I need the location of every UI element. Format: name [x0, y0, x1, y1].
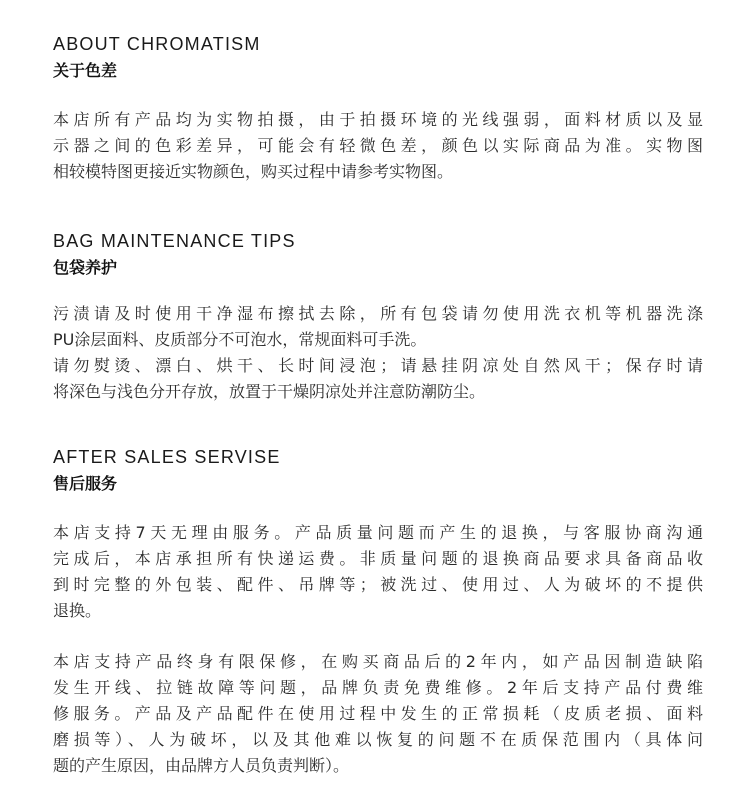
paragraph-line: 题的产生原因，由品牌方人员负责判断）。	[53, 756, 350, 775]
paragraph-line: 将深色与浅色分开存放，放置于干燥阴凉处并注意防潮防尘。	[53, 382, 486, 401]
section-title-en: BAG MAINTENANCE TIPS	[53, 231, 296, 251]
paragraph-line: 本店所有产品均为实物拍摄，由于拍摄环境的光线强弱，面料材质以及显	[53, 110, 703, 129]
paragraph	[53, 301, 703, 405]
section-title-zh: 包袋养护	[53, 258, 118, 277]
section-title-en: ABOUT CHROMATISM	[53, 34, 261, 54]
paragraph-line: 磨损等）、人为破坏，以及其他难以恢复的问题不在质保范围内（具体问	[53, 730, 703, 749]
paragraph-line: 完成后，本店承担所有快递运费。非质量问题的退换商品要求具备商品收	[53, 549, 703, 568]
paragraph-line: 相较模特图更接近实物颜色，购买过程中请参考实物图。	[53, 162, 454, 181]
section-title-zh: 售后服务	[53, 474, 118, 493]
paragraph-line: 退换。	[53, 601, 102, 620]
section-chromatism	[53, 33, 703, 185]
paragraph-line: 示器之间的色彩差异，可能会有轻微色差，颜色以实际商品为准。实物图	[53, 136, 703, 155]
paragraph-line: 污渍请及时使用干净湿布擦拭去除，所有包袋请勿使用洗衣机等机器洗涤	[53, 304, 703, 323]
paragraph-line: 本店支持产品终身有限保修，在购买商品后的2年内，如产品因制造缺陷	[53, 652, 703, 671]
paragraph-line: PU涂层面料、皮质部分不可泡水，常规面料可手洗。	[53, 330, 427, 349]
section-title-zh: 关于色差	[53, 61, 118, 80]
section-after-sales	[53, 446, 703, 779]
section-bag-maintenance	[53, 230, 703, 405]
paragraph-line: 请勿熨烫、漂白、烘干、长时间浸泡；请悬挂阴凉处自然风干；保存时请	[53, 356, 703, 375]
paragraph	[53, 520, 703, 624]
paragraph-line: 发生开线、拉链故障等问题，品牌负责免费维修。2年后支持产品付费维	[53, 678, 703, 697]
paragraph	[53, 649, 703, 779]
section-title-en: AFTER SALES SERVISE	[53, 447, 281, 467]
paragraph-line: 本店支持7天无理由服务。产品质量问题而产生的退换，与客服协商沟通	[53, 523, 703, 542]
paragraph-line: 到时完整的外包装、配件、吊牌等；被洗过、使用过、人为破坏的不提供	[53, 575, 703, 594]
paragraph-line: 修服务。产品及产品配件在使用过程中发生的正常损耗（皮质老损、面料	[53, 704, 703, 723]
paragraph	[53, 107, 703, 185]
